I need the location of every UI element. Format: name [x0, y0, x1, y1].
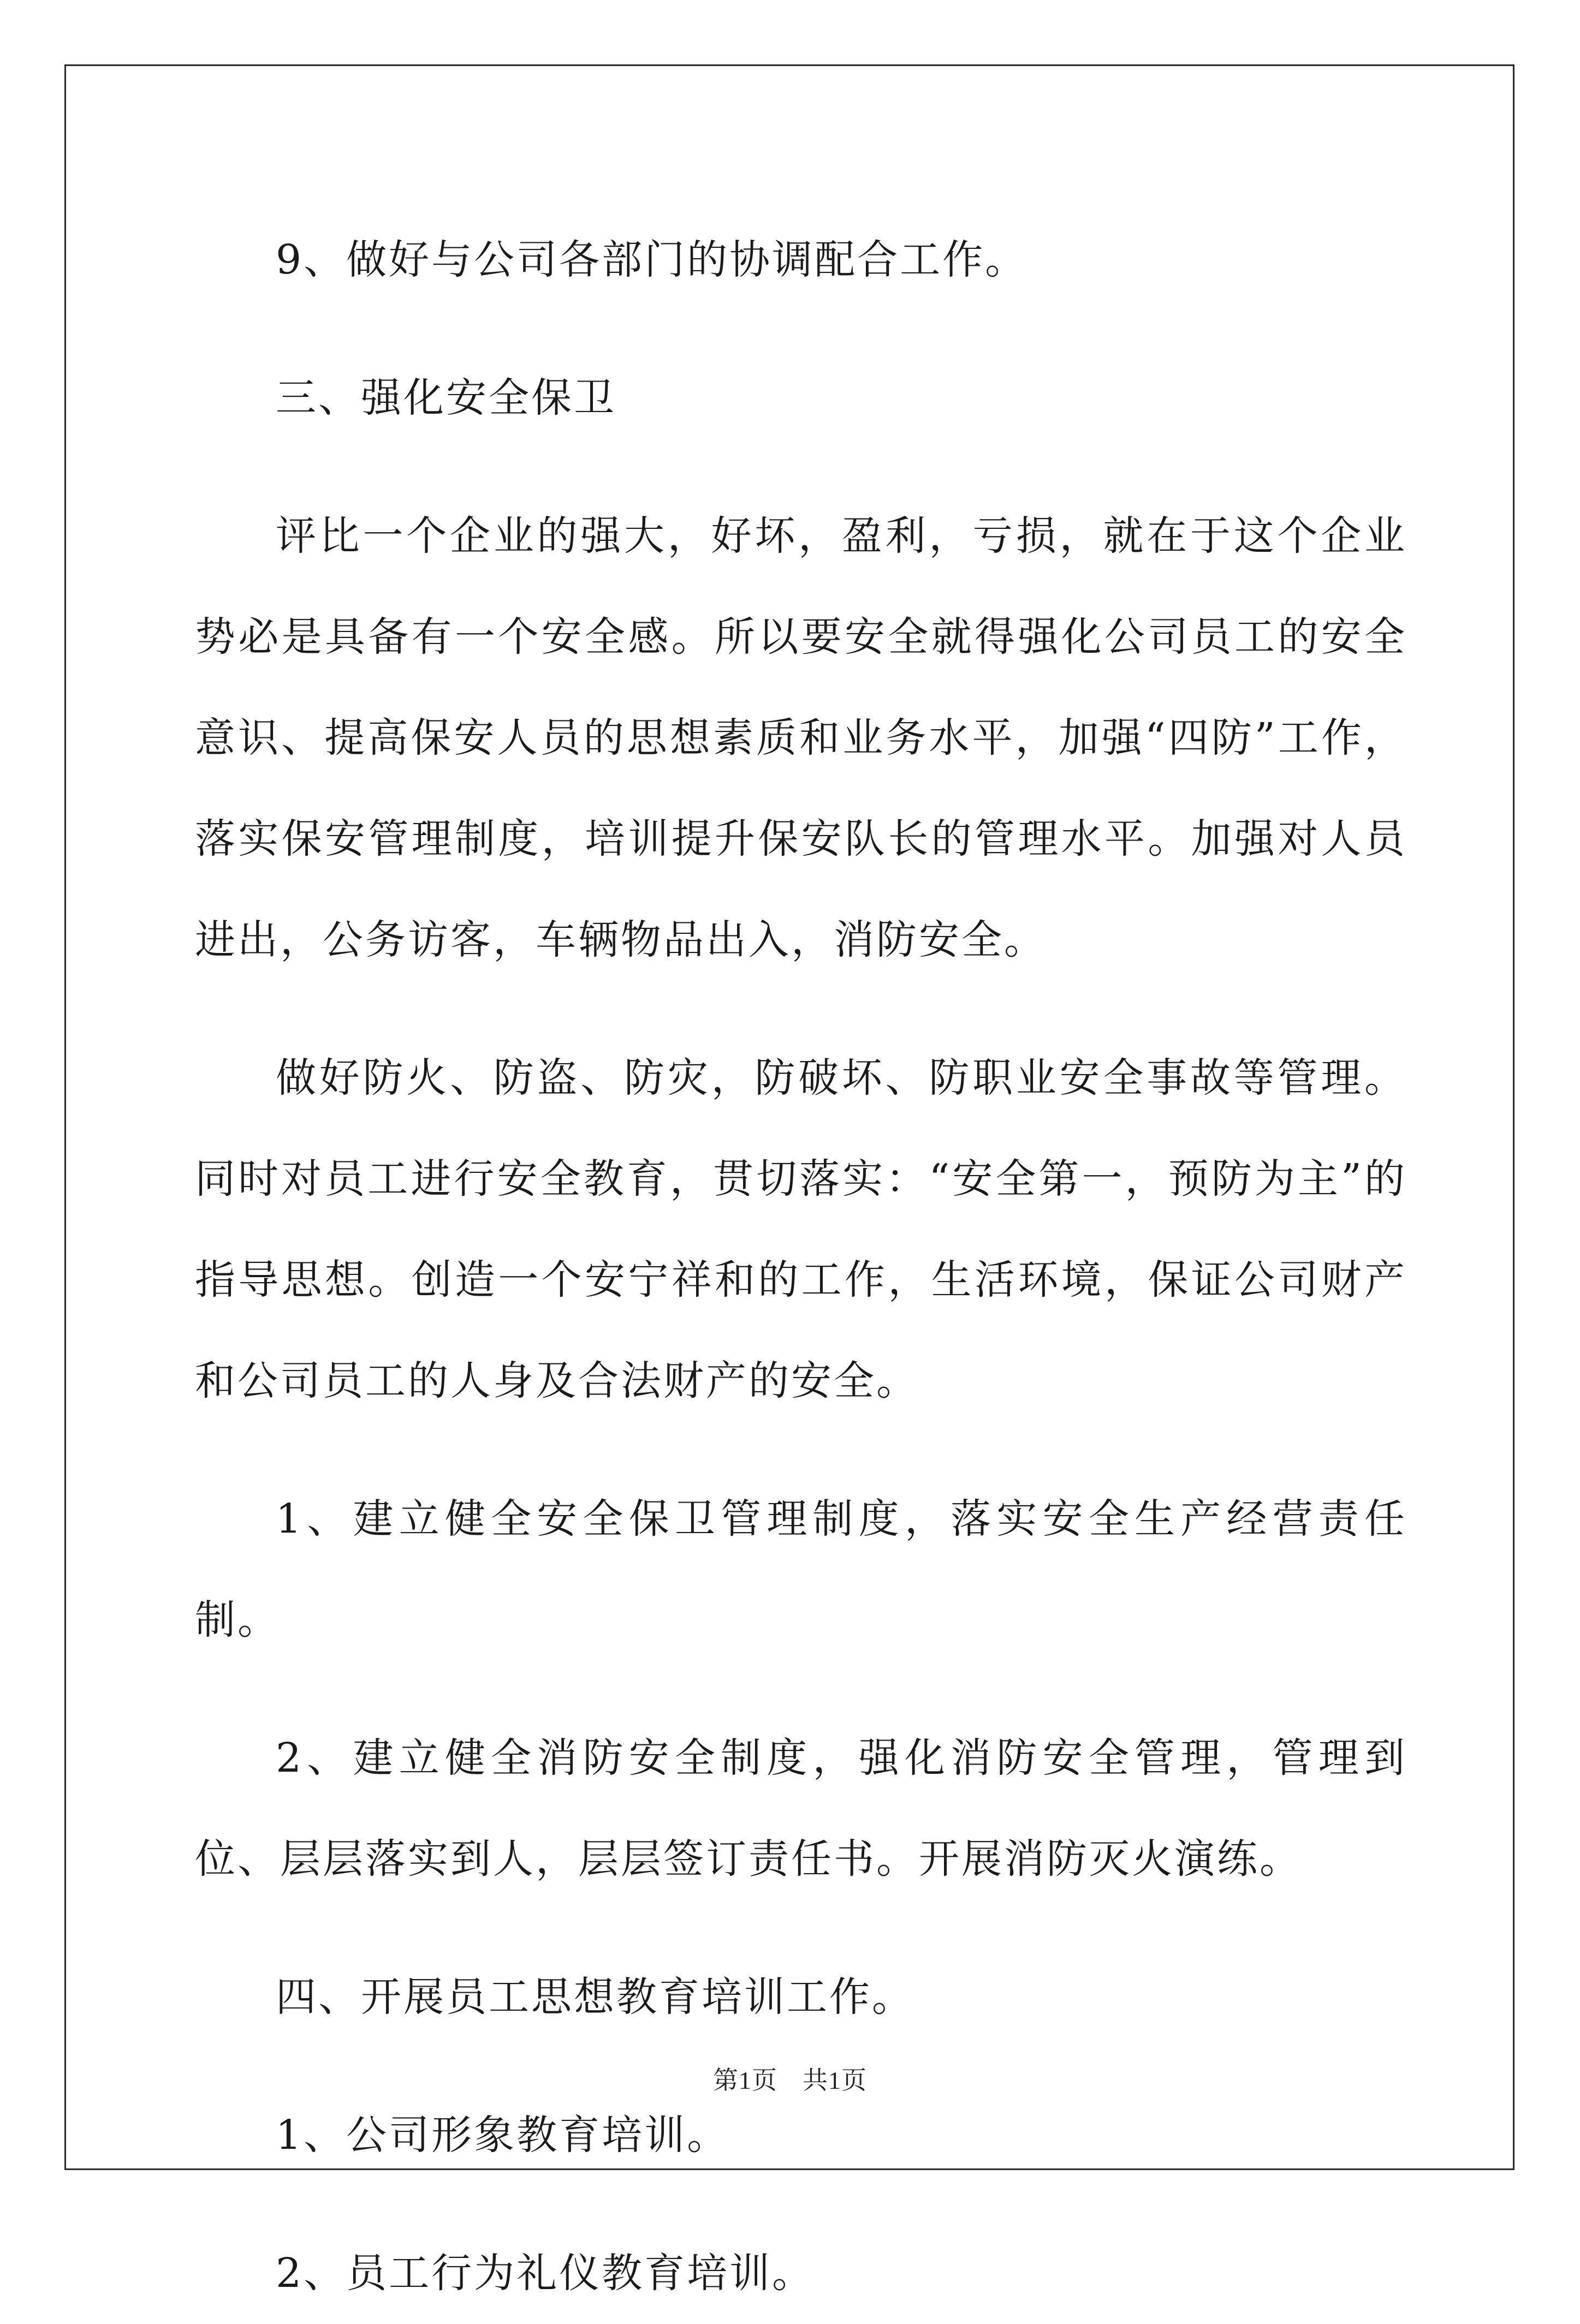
paragraph-security-item-1: 1、建立健全安全保卫管理制度，落实安全生产经营责任制。 — [195, 1495, 1407, 1643]
paragraph-training-item-1: 1、公司形象教育培训。 — [276, 2112, 730, 2159]
section-heading-security: 三、强化安全保卫 — [276, 374, 616, 421]
paragraph-prevention: 做好防火、防盗、防灾，防破坏、防职业安全事故等管理。同时对员工进行安全教育，贯切落实：“安全第一，预防为主”的指导思想。创造一个安宁祥和的工作，生活环境，保证公司财产和公司员工的人身及合法财产的安全。 — [195, 1054, 1407, 1404]
paragraph-security-intro: 评比一个企业的强大，好坏，盈利，亏损，就在于这个企业势必是具备有一个安全感。所以要安全就得强化公司员工的安全意识、提高保安人员的思想素质和业务水平，加强“四防”工作，落实保安管理制度，培训提升保安队长的管理水平。加强对人员进出，公务访客，车辆物品出入，消防安全。 — [195, 513, 1407, 963]
section-heading-training: 四、开展员工思想教育培训工作。 — [276, 1974, 914, 2021]
paragraph-item-9: 9、做好与公司各部门的协调配合工作。 — [276, 236, 1028, 283]
page-footer — [0, 2060, 1580, 2096]
document-body — [195, 210, 1407, 2324]
page-number: 第1页 — [713, 2066, 777, 2094]
paragraph-security-item-2: 2、建立健全消防安全制度，强化消防安全管理，管理到位、层层落实到人，层层签订责任书。开展消防灭火演练。 — [195, 1735, 1407, 1882]
paragraph-training-item-2: 2、员工行为礼仪教育培训。 — [276, 2250, 815, 2297]
total-pages: 共1页 — [803, 2066, 867, 2094]
